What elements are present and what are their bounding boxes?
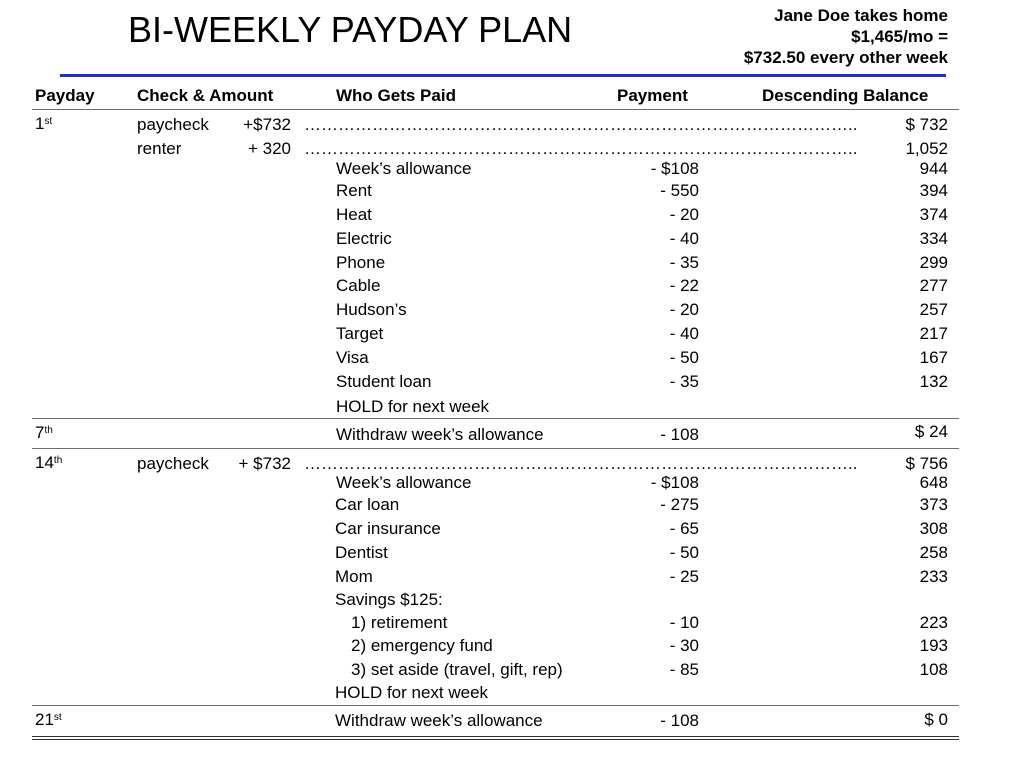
payee-name: Hudson’s (336, 300, 407, 319)
balance-value: 193 (919, 636, 948, 655)
balance-value: $ 0 (924, 710, 948, 729)
payday-label: 14th (35, 453, 63, 472)
header-check-amount: Check & Amount (137, 86, 274, 105)
dot-leader: …………………………………………………………………………………….. (304, 139, 858, 158)
payee-name: Week’s allowance (336, 159, 472, 178)
payee-name: 1) retirement (351, 613, 448, 632)
payday-label: 21st (35, 710, 62, 729)
payment-amount: - 275 (660, 495, 699, 514)
dot-leader: …………………………………………………………………………………….. (304, 115, 858, 134)
payee-name: Mom (335, 567, 373, 586)
balance-value: 217 (919, 324, 948, 343)
check-amount: +$732 (243, 115, 291, 134)
payment-amount: - 30 (669, 636, 699, 655)
balance-value: $ 756 (905, 454, 948, 473)
payday-label: 1st (35, 114, 53, 133)
balance-value: 1,052 (905, 139, 948, 158)
payment-amount: - 10 (669, 613, 699, 632)
payment-amount: - $108 (650, 473, 699, 492)
payment-amount: - 550 (660, 181, 699, 200)
balance-value: $ 24 (914, 422, 948, 441)
balance-value: $ 732 (905, 115, 948, 134)
balance-value: 334 (919, 229, 948, 248)
payment-amount: - 40 (669, 229, 699, 248)
payee-name: Target (336, 324, 384, 343)
payment-amount: - 35 (669, 253, 699, 272)
table-bottom-rule (32, 739, 959, 740)
balance-value: 258 (919, 543, 948, 562)
payday-label: 7th (35, 423, 53, 442)
payment-amount: - 50 (669, 543, 699, 562)
payee-name: Visa (336, 348, 369, 367)
payee-name: Cable (336, 276, 381, 295)
payment-amount: - 50 (669, 348, 699, 367)
check-label: paycheck (137, 454, 209, 473)
takehome-note-line3: $732.50 every other week (743, 48, 948, 67)
balance-value: 374 (919, 205, 948, 224)
payment-amount: - 65 (669, 519, 699, 538)
payment-amount: - 35 (669, 372, 699, 391)
check-amount: + 320 (247, 139, 291, 158)
balance-value: 132 (919, 372, 948, 391)
balance-value: 277 (919, 276, 948, 295)
payee-name: Dentist (335, 543, 388, 562)
payment-amount: - 22 (669, 276, 699, 295)
balance-value: 299 (919, 253, 948, 272)
balance-value: 257 (919, 300, 948, 319)
payee-name: Car insurance (335, 519, 441, 538)
check-amount: + $732 (238, 454, 291, 473)
section-divider (32, 448, 959, 449)
balance-value: 394 (919, 181, 948, 200)
payee-name: Electric (336, 229, 392, 248)
balance-value: 944 (919, 159, 948, 178)
payment-amount: - 20 (669, 300, 699, 319)
balance-value: 308 (919, 519, 948, 538)
payment-amount: - 108 (660, 711, 699, 730)
payee-name: 3) set aside (travel, gift, rep) (351, 660, 563, 679)
balance-value: 108 (919, 660, 948, 679)
takehome-note-line2: $1,465/mo = (851, 27, 948, 46)
balance-value: 648 (919, 473, 948, 492)
section-divider (32, 418, 959, 419)
page-title: BI-WEEKLY PAYDAY PLAN (128, 9, 573, 50)
payee-name: Savings $125: (335, 590, 443, 609)
payee-name: HOLD for next week (336, 397, 490, 416)
payment-amount: - 85 (669, 660, 699, 679)
payment-amount: - 20 (669, 205, 699, 224)
header-payday: Payday (35, 86, 95, 105)
payee-name: HOLD for next week (335, 683, 489, 702)
payee-name: Phone (336, 253, 386, 272)
header-payment: Payment (617, 86, 688, 105)
balance-value: 233 (919, 567, 948, 586)
takehome-note-line1: Jane Doe takes home (774, 6, 948, 25)
check-label: renter (137, 139, 182, 158)
dot-leader: …………………………………………………………………………………….. (304, 454, 858, 473)
title-rule (60, 74, 946, 77)
header-descending-balance: Descending Balance (762, 86, 929, 105)
payee-name: Withdraw week’s allowance (335, 711, 543, 730)
payee-name: Withdraw week’s allowance (336, 425, 544, 444)
payment-amount: - 108 (660, 425, 699, 444)
header-divider (32, 109, 959, 110)
payee-name: Car loan (335, 495, 400, 514)
payee-name: Heat (336, 205, 372, 224)
check-label: paycheck (137, 115, 209, 134)
payee-name: Student loan (336, 372, 432, 391)
payee-name: 2) emergency fund (351, 636, 493, 655)
header-who-gets-paid: Who Gets Paid (336, 86, 456, 105)
payment-amount: - $108 (650, 159, 699, 178)
payment-amount: - 40 (669, 324, 699, 343)
table-bottom-rule (32, 736, 959, 737)
payment-amount: - 25 (669, 567, 699, 586)
payee-name: Week’s allowance (336, 473, 472, 492)
section-divider (32, 705, 959, 706)
balance-value: 167 (919, 348, 948, 367)
balance-value: 223 (919, 613, 948, 632)
payee-name: Rent (336, 181, 372, 200)
balance-value: 373 (919, 495, 948, 514)
